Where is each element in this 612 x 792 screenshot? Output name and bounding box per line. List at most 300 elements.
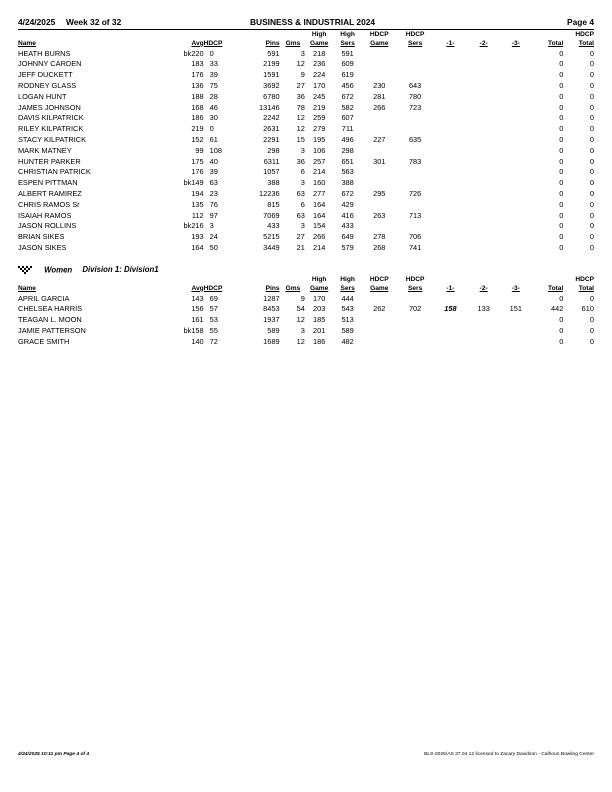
cell-hdcp-game: 266 [373, 102, 386, 112]
header-row-bottom [18, 40, 594, 49]
cell-hdcp-game: 262 [373, 304, 386, 314]
cell-hdcp-game: 227 [373, 134, 386, 144]
table-row [18, 92, 594, 103]
cell-name: MARK MATNEY [18, 145, 72, 155]
cell-hdcp-sers [397, 146, 434, 157]
cell-game-1 [434, 337, 468, 348]
men-standings-table [18, 31, 594, 254]
col-gms: Gms [285, 39, 301, 47]
cell-high-game: 170 [312, 80, 326, 90]
week-label: Week 32 of 32 [66, 17, 122, 27]
cell-hdcp: 75 [209, 80, 218, 90]
cell-avg: bk220 [183, 48, 204, 58]
cell-game-2 [467, 92, 500, 103]
cell-hdcp: 30 [209, 113, 218, 123]
cell-high-game: 164 [312, 210, 326, 220]
cell-high-sers: 456 [341, 80, 354, 90]
cell-high-sers: 298 [341, 145, 354, 155]
cell-name: DAVIS KILPATRICK [18, 113, 84, 123]
cell-avg: 99 [195, 145, 204, 155]
cell-total: 0 [559, 145, 564, 155]
table-row [18, 135, 594, 146]
cell-total: 0 [559, 221, 564, 231]
cell-high-sers: 651 [341, 156, 354, 166]
col-total: Total [548, 284, 564, 292]
table-row [18, 146, 594, 157]
cell-pins: 433 [267, 221, 280, 231]
cell-avg: 194 [191, 188, 204, 198]
cell-game-1 [434, 113, 468, 124]
table-row [18, 178, 594, 189]
cell-high-sers: 591 [341, 48, 354, 58]
cell-avg: 168 [191, 102, 204, 112]
cell-hdcp-game [362, 178, 397, 189]
cell-avg: 161 [191, 315, 204, 325]
cell-total: 0 [559, 59, 564, 69]
col-high-game: Game [309, 284, 329, 292]
cell-gms: 12 [296, 59, 305, 69]
cell-game-2 [467, 124, 500, 135]
cell-game-2 [467, 59, 500, 70]
cell-game-2 [467, 243, 500, 254]
cell-total: 0 [559, 48, 564, 58]
cell-high-sers: 672 [341, 188, 354, 198]
cell-high-game: 259 [312, 113, 326, 123]
cell-gms: 12 [296, 113, 305, 123]
table-row [18, 211, 594, 222]
cell-hdcp-game: 268 [373, 242, 386, 252]
cell-game-3 [500, 70, 532, 81]
col-name: Name [18, 39, 36, 47]
cell-total: 0 [559, 167, 564, 177]
cell-gms: 12 [296, 124, 305, 134]
cell-hdcp: 72 [209, 336, 218, 346]
cell-avg: 140 [191, 336, 204, 346]
cell-hdcp: 3 [209, 221, 214, 231]
col-hdcp-total: Total [578, 284, 594, 292]
cell-gms: 3 [300, 48, 305, 58]
cell-game-3 [500, 221, 532, 232]
cell-avg: bk158 [183, 325, 204, 335]
cell-game-1 [434, 221, 468, 232]
cell-gms: 36 [296, 156, 305, 166]
cell-total: 442 [550, 304, 564, 314]
cell-hdcp-game: 230 [373, 80, 386, 90]
table-row [18, 243, 594, 254]
table-row [18, 49, 594, 60]
col-hdcp-game-top: HDCP [369, 31, 389, 38]
cell-total: 0 [559, 199, 564, 209]
col-pins: Pins [265, 39, 280, 47]
cell-gms: 27 [296, 232, 305, 242]
cell-total: 0 [559, 315, 564, 325]
cell-hdcp: 97 [209, 210, 218, 220]
cell-hdcp: 24 [209, 232, 218, 242]
cell-high-game: 236 [312, 59, 326, 69]
cell-high-sers: 579 [341, 242, 354, 252]
table-row [18, 189, 594, 200]
cell-game-3 [500, 337, 532, 348]
cell-high-game: 214 [312, 167, 326, 177]
cell-hdcp-sers [397, 315, 434, 326]
cell-hdcp: 53 [209, 315, 218, 325]
cell-game-2 [467, 167, 500, 178]
table-row [18, 103, 594, 114]
page-header [18, 17, 594, 30]
cell-hdcp-game [362, 49, 397, 60]
cell-game-3 [500, 103, 532, 114]
cell-game-3 [500, 178, 532, 189]
report-date: 4/24/2025 [18, 17, 56, 27]
cell-name: JAMES JOHNSON [18, 102, 81, 112]
cell-hdcp-game [362, 294, 397, 305]
cell-hdcp-game [362, 59, 397, 70]
cell-high-game: 266 [312, 232, 326, 242]
cell-hdcp: 63 [209, 178, 218, 188]
cell-game-2 [467, 211, 500, 222]
col-game-1: -1- [446, 284, 455, 292]
women-standings-table [18, 276, 594, 348]
cell-high-sers: 496 [341, 134, 354, 144]
cell-hdcp-total: 0 [589, 48, 594, 58]
cell-name: LOGAN HUNT [18, 91, 67, 101]
cell-hdcp-game [362, 200, 397, 211]
cell-hdcp-sers: 643 [408, 80, 422, 90]
cell-name: CHRIS RAMOS Sr [18, 199, 80, 209]
cell-hdcp: 39 [209, 167, 218, 177]
cell-hdcp-total: 0 [589, 80, 594, 90]
cell-high-game: 203 [312, 304, 326, 314]
cell-hdcp-total: 0 [589, 59, 594, 69]
header-row-top [18, 276, 594, 285]
cell-hdcp-game [362, 221, 397, 232]
table-row [18, 113, 594, 124]
col-hdcp: HDCP [203, 284, 223, 292]
cell-hdcp-sers: 783 [408, 156, 422, 166]
cell-name: JEFF DUCKETT [18, 70, 73, 80]
cell-pins: 2631 [263, 124, 280, 134]
cell-game-1 [434, 157, 468, 168]
cell-total: 0 [559, 336, 564, 346]
cell-high-sers: 444 [341, 293, 354, 303]
cell-high-sers: 543 [341, 304, 354, 314]
cell-avg: 135 [191, 199, 204, 209]
col-hdcp-total: Total [578, 39, 594, 47]
col-high-game: Game [309, 39, 329, 47]
cell-high-game: 195 [312, 134, 326, 144]
cell-game-1 [434, 211, 468, 222]
footer-print-info: 4/24/2025 10:11 pm Page 4 of 4 [18, 752, 90, 757]
cell-hdcp: 55 [209, 325, 218, 335]
cell-game-3 [500, 200, 532, 211]
cell-name: HEATH BURNS [18, 48, 71, 58]
cell-avg: 152 [191, 134, 204, 144]
division-gender: Women [44, 265, 73, 275]
cell-total: 0 [559, 232, 564, 242]
cell-hdcp-total: 0 [589, 178, 594, 188]
cell-total: 0 [559, 102, 564, 112]
cell-game-3 [500, 315, 532, 326]
cell-hdcp-total: 0 [589, 221, 594, 231]
cell-game-2: 133 [477, 304, 490, 314]
col-total: Total [548, 39, 564, 47]
cell-game-1 [434, 294, 468, 305]
cell-hdcp-sers [397, 178, 434, 189]
cell-game-1 [434, 81, 468, 92]
cell-game-1 [434, 232, 468, 243]
cell-avg: 156 [191, 304, 204, 314]
cell-hdcp-total: 0 [589, 113, 594, 123]
cell-high-game: 257 [312, 156, 326, 166]
cell-hdcp-total: 0 [589, 167, 594, 177]
cell-game-2 [467, 294, 500, 305]
cell-high-sers: 513 [341, 315, 354, 325]
cell-hdcp-sers: 702 [408, 304, 422, 314]
cell-name: JAMIE PATTERSON [18, 325, 86, 335]
cell-name: HUNTER PARKER [18, 156, 81, 166]
cell-total: 0 [559, 80, 564, 90]
cell-total: 0 [559, 325, 564, 335]
col-hdcp-total-top: HDCP [575, 276, 594, 283]
col-game-2: -2- [479, 284, 488, 292]
col-hdcp: HDCP [203, 39, 223, 47]
cell-gms: 15 [296, 134, 305, 144]
cell-gms: 54 [296, 304, 305, 314]
cell-name: CHELSEA HARRIS [18, 304, 83, 314]
cell-pins: 6780 [263, 91, 280, 101]
cell-avg: 136 [191, 80, 204, 90]
cell-pins: 1287 [263, 293, 280, 303]
cell-hdcp: 69 [209, 293, 218, 303]
cell-pins: 13146 [259, 102, 280, 112]
cell-gms: 6 [300, 199, 305, 209]
cell-hdcp-total: 0 [589, 293, 594, 303]
cell-total: 0 [559, 134, 564, 144]
table-row [18, 167, 594, 178]
cell-gms: 63 [296, 188, 305, 198]
table-row [18, 157, 594, 168]
cell-game-3 [500, 124, 532, 135]
cell-avg: 176 [191, 167, 204, 177]
cell-name: RILEY KILPATRICK [18, 124, 84, 134]
cell-hdcp-total: 0 [589, 188, 594, 198]
cell-high-game: 277 [312, 188, 326, 198]
cell-high-sers: 619 [341, 70, 354, 80]
cell-name: JASON ROLLINS [18, 221, 77, 231]
cell-hdcp-sers [397, 113, 434, 124]
cell-high-game: 218 [312, 48, 326, 58]
cell-total: 0 [559, 293, 564, 303]
cell-gms: 9 [300, 70, 305, 80]
cell-hdcp-game: 295 [373, 188, 386, 198]
cell-high-game: 106 [312, 145, 326, 155]
cell-high-sers: 609 [341, 59, 354, 69]
cell-hdcp: 46 [209, 102, 218, 112]
cell-hdcp-total: 0 [589, 145, 594, 155]
cell-game-3 [500, 157, 532, 168]
cell-pins: 1591 [263, 70, 280, 80]
cell-game-1 [434, 124, 468, 135]
cell-high-game: 224 [312, 70, 326, 80]
col-hdcp-sers-top: HDCP [405, 31, 425, 38]
cell-game-1 [434, 135, 468, 146]
cell-pins: 1057 [263, 167, 280, 177]
cell-hdcp-sers [397, 326, 434, 337]
cell-game-1 [434, 243, 468, 254]
cell-avg: 219 [191, 124, 204, 134]
cell-hdcp-game [362, 167, 397, 178]
cell-game-1 [434, 92, 468, 103]
cell-gms: 3 [300, 325, 305, 335]
cell-game-3: 151 [509, 304, 523, 314]
cell-game-3 [500, 113, 532, 124]
cell-hdcp-game: 278 [373, 232, 386, 242]
col-pins: Pins [265, 284, 280, 292]
cell-pins: 815 [267, 199, 280, 209]
cell-pins: 3449 [263, 242, 280, 252]
cell-game-2 [467, 70, 500, 81]
cell-hdcp-sers: 635 [408, 134, 422, 144]
cell-gms: 27 [296, 80, 305, 90]
cell-high-game: 214 [312, 242, 326, 252]
col-avg: Avg [191, 39, 204, 47]
col-hdcp-sers: Sers [407, 39, 423, 47]
cell-pins: 2199 [263, 59, 280, 69]
cell-gms: 3 [300, 221, 305, 231]
header-row-bottom [18, 285, 594, 294]
cell-pins: 3692 [263, 80, 280, 90]
cell-hdcp: 28 [209, 91, 218, 101]
cell-high-sers: 563 [341, 167, 354, 177]
col-hdcp-game: Game [370, 284, 389, 292]
cell-game-2 [467, 103, 500, 114]
cell-hdcp-total: 0 [589, 210, 594, 220]
cell-name: STACY KILPATRICK [18, 134, 87, 144]
cell-hdcp-sers [397, 221, 434, 232]
cell-hdcp-total: 0 [589, 124, 594, 134]
cell-total: 0 [559, 188, 564, 198]
cell-total: 0 [559, 124, 564, 134]
cell-hdcp: 76 [209, 199, 218, 209]
cell-high-game: 185 [312, 315, 326, 325]
col-name: Name [18, 284, 36, 292]
table-row [18, 337, 594, 348]
cell-game-2 [467, 326, 500, 337]
col-high-sers-top: High [340, 276, 355, 283]
cell-pins: 1937 [263, 315, 280, 325]
cell-pins: 6311 [263, 156, 280, 166]
cell-total: 0 [559, 178, 564, 188]
cell-high-sers: 607 [341, 113, 354, 123]
col-game-3: -3- [511, 284, 520, 292]
cell-pins: 2291 [263, 134, 280, 144]
cell-avg: 183 [191, 59, 204, 69]
cell-high-sers: 672 [341, 91, 354, 101]
cell-total: 0 [559, 242, 564, 252]
col-game-3: -3- [511, 39, 520, 47]
cell-gms: 3 [300, 178, 305, 188]
cell-game-1 [434, 315, 468, 326]
table-row [18, 200, 594, 211]
cell-game-2 [467, 146, 500, 157]
division-label: Division 1: Division1 [82, 265, 159, 275]
cell-game-2 [467, 113, 500, 124]
cell-hdcp-sers [397, 49, 434, 60]
cell-game-1: 158 [444, 304, 457, 314]
table-row [18, 124, 594, 135]
cell-avg: 188 [191, 91, 204, 101]
cell-game-1 [434, 167, 468, 178]
cell-gms: 21 [296, 242, 305, 252]
cell-game-3 [500, 211, 532, 222]
cell-high-sers: 429 [341, 199, 354, 209]
cell-gms: 78 [296, 102, 305, 112]
cell-game-2 [467, 135, 500, 146]
cell-pins: 8453 [263, 304, 280, 314]
cell-total: 0 [559, 210, 564, 220]
cell-gms: 9 [300, 293, 305, 303]
cell-high-sers: 433 [341, 221, 354, 231]
table-row [18, 304, 594, 315]
cell-hdcp-total: 0 [589, 232, 594, 242]
cell-high-game: 219 [312, 102, 326, 112]
cell-high-game: 279 [312, 124, 326, 134]
division-heading [18, 265, 159, 275]
cell-gms: 12 [296, 315, 305, 325]
cell-name: ALBERT RAMIREZ [18, 188, 82, 198]
cell-hdcp-sers [397, 59, 434, 70]
cell-game-2 [467, 49, 500, 60]
cell-game-3 [500, 146, 532, 157]
cell-game-2 [467, 81, 500, 92]
cell-game-1 [434, 326, 468, 337]
table-row [18, 59, 594, 70]
cell-game-3 [500, 59, 532, 70]
col-game-1: -1- [446, 39, 455, 47]
cell-game-2 [467, 189, 500, 200]
checkered-flag-icon [18, 266, 34, 274]
cell-game-1 [434, 59, 468, 70]
cell-pins: 298 [267, 145, 280, 155]
cell-game-3 [500, 135, 532, 146]
cell-hdcp-total: 0 [589, 91, 594, 101]
col-hdcp-sers-top: HDCP [405, 276, 425, 283]
col-avg: Avg [191, 284, 204, 292]
cell-hdcp: 40 [209, 156, 218, 166]
col-hdcp-sers: Sers [407, 284, 423, 292]
cell-high-sers: 582 [341, 102, 354, 112]
col-high-sers: Sers [340, 284, 355, 292]
cell-high-sers: 589 [341, 325, 354, 335]
cell-high-game: 154 [312, 221, 326, 231]
cell-hdcp-sers [397, 70, 434, 81]
cell-hdcp: 50 [209, 242, 218, 252]
col-gms: Gms [285, 284, 301, 292]
cell-high-game: 245 [312, 91, 326, 101]
cell-high-game: 164 [312, 199, 326, 209]
cell-gms: 12 [296, 336, 305, 346]
cell-hdcp-total: 0 [589, 325, 594, 335]
cell-game-1 [434, 200, 468, 211]
cell-hdcp-sers: 723 [408, 102, 422, 112]
cell-hdcp-total: 0 [589, 70, 594, 80]
cell-hdcp-sers: 741 [408, 242, 422, 252]
cell-high-game: 201 [312, 325, 326, 335]
cell-avg: 175 [191, 156, 204, 166]
cell-high-sers: 649 [341, 232, 354, 242]
col-hdcp-total-top: HDCP [575, 31, 594, 38]
cell-pins: 12236 [259, 188, 280, 198]
